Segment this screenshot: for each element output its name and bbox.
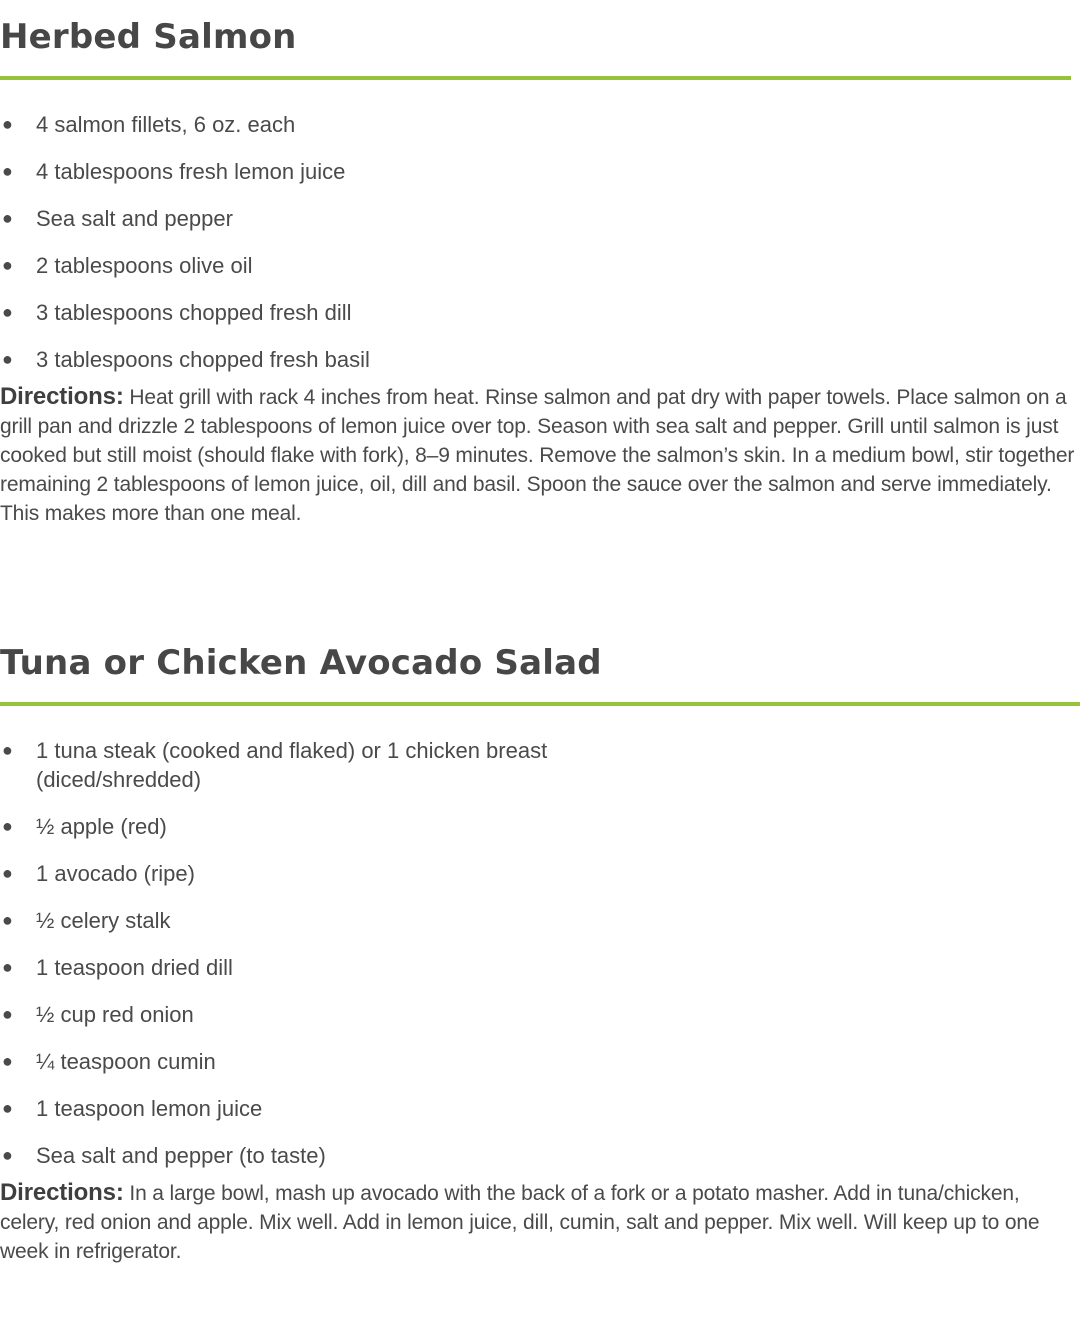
bullet-icon: ● <box>2 863 13 883</box>
title-divider <box>0 702 1080 706</box>
bullet-icon: ● <box>2 816 13 836</box>
list-item <box>0 1141 1080 1170</box>
ingredient-text: 1 teaspoon lemon juice <box>36 1096 263 1121</box>
bullet-icon: ● <box>2 208 13 228</box>
recipe-tuna-chicken-avocado-salad <box>0 638 1080 1266</box>
bullet-icon: ● <box>2 1004 13 1024</box>
ingredient-text: ¼ teaspoon cumin <box>36 1049 216 1074</box>
directions-text: In a large bowl, mash up avocado with the back of a fork or a potato masher. Add in tuna/chicken, celery, red onion and apple. Mix well. Add in lemon juice, dill, cumin, salt and pepper. Mix well. Will keep up to one week in refrigerator. <box>0 1182 1040 1263</box>
bullet-icon: ● <box>2 161 13 181</box>
ingredient-text: 4 salmon fillets, 6 oz. each <box>36 112 296 137</box>
ingredient-text: Sea salt and pepper <box>36 206 233 231</box>
ingredient-text: 1 avocado (ripe) <box>36 861 195 886</box>
list-item <box>0 906 1080 935</box>
ingredient-text: 1 teaspoon dried dill <box>36 955 233 980</box>
bullet-icon: ● <box>2 255 13 275</box>
directions-paragraph <box>0 382 1080 528</box>
ingredient-text: 3 tablespoons chopped fresh basil <box>36 347 370 372</box>
ingredient-list <box>0 736 1080 1170</box>
list-item <box>0 110 1080 139</box>
bullet-icon: ● <box>2 957 13 977</box>
list-item <box>0 1000 1080 1029</box>
ingredient-text: 1 tuna steak (cooked and flaked) or 1 chicken breast (diced/shredded) <box>36 738 548 792</box>
recipe-title: Tuna or Chicken Avocado Salad <box>0 643 602 683</box>
recipe-herbed-salmon <box>0 12 1080 528</box>
ingredient-text: 3 tablespoons chopped fresh dill <box>36 300 352 325</box>
ingredient-text: Sea salt and pepper (to taste) <box>36 1143 326 1168</box>
directions-label: Directions: <box>0 1179 124 1206</box>
bullet-icon: ● <box>2 302 13 322</box>
list-item <box>0 1094 1080 1123</box>
ingredient-text: 2 tablespoons olive oil <box>36 253 253 278</box>
bullet-icon: ● <box>2 349 13 369</box>
list-item <box>0 736 596 794</box>
list-item <box>0 1047 1080 1076</box>
list-item <box>0 812 1080 841</box>
list-item <box>0 953 1080 982</box>
list-item <box>0 298 1080 327</box>
bullet-icon: ● <box>2 910 13 930</box>
list-item <box>0 251 1080 280</box>
bullet-icon: ● <box>2 1098 13 1118</box>
directions-paragraph <box>0 1178 1080 1266</box>
ingredient-text: ½ cup red onion <box>36 1002 194 1027</box>
title-divider <box>0 76 1071 80</box>
directions-label: Directions: <box>0 383 124 410</box>
list-item <box>0 157 1080 186</box>
bullet-icon: ● <box>2 114 13 134</box>
ingredient-text: ½ celery stalk <box>36 908 171 933</box>
directions-text: Heat grill with rack 4 inches from heat. Rinse salmon and pat dry with paper towels. Place salmon on a grill pan and drizzle 2 tablespoons of lemon juice over top. Season with sea salt and pepper. Grill until salmon is just cooked but still moist (should flake with fork), 8–9 minutes. Remove the salmon’s skin. In a medium bowl, stir together remaining 2 tablespoons of lemon juice, oil, dill and basil. Spoon the sauce over the salmon and serve immediately. This makes more than one meal. <box>0 386 1075 525</box>
list-item <box>0 204 1080 233</box>
list-item <box>0 859 1080 888</box>
bullet-icon: ● <box>2 1145 13 1165</box>
list-item <box>0 345 1080 374</box>
ingredient-text: ½ apple (red) <box>36 814 167 839</box>
bullet-icon: ● <box>2 1051 13 1071</box>
ingredient-text: 4 tablespoons fresh lemon juice <box>36 159 346 184</box>
bullet-icon: ● <box>2 740 13 760</box>
recipe-title: Herbed Salmon <box>0 17 297 57</box>
ingredient-list <box>0 110 1080 374</box>
